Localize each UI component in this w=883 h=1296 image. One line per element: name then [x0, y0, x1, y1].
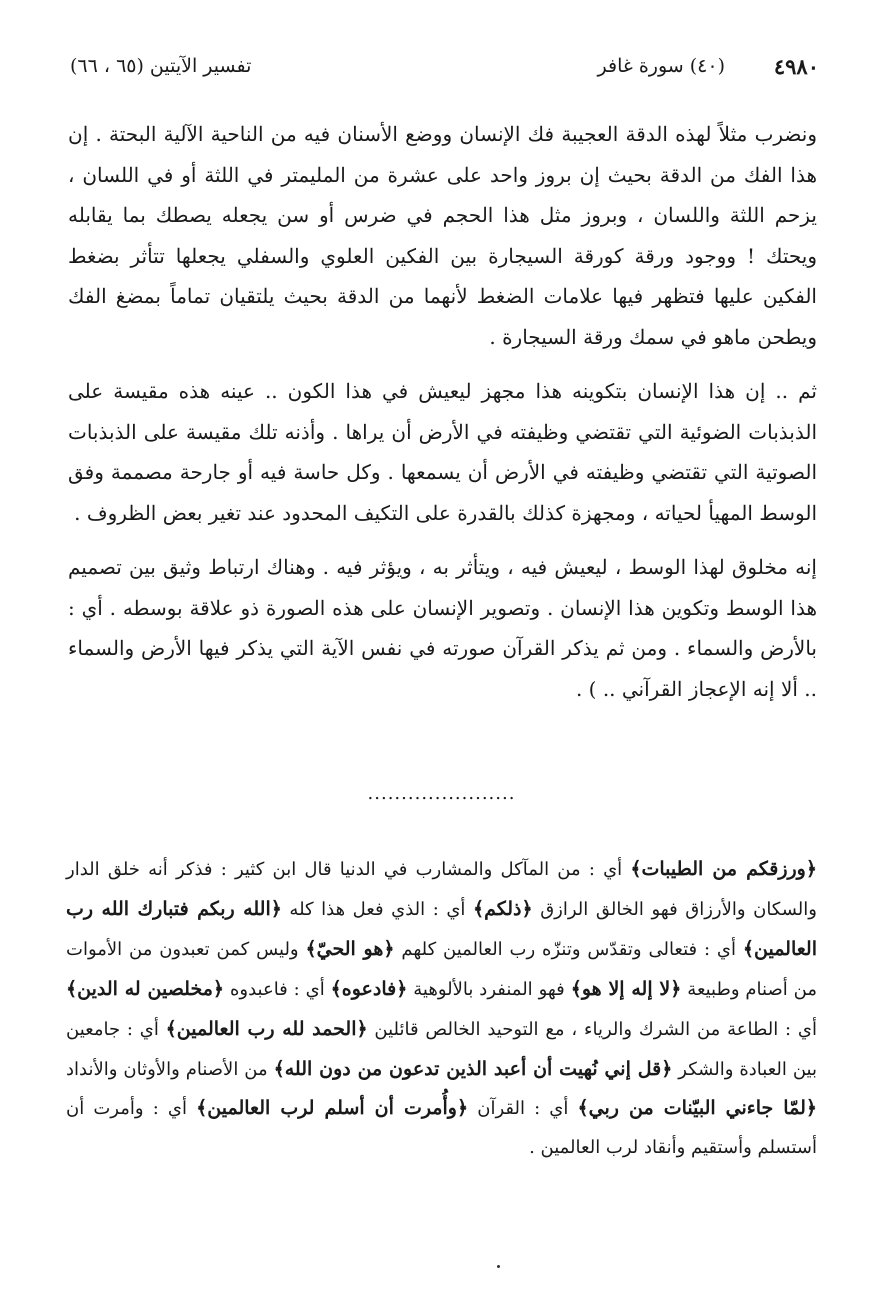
- section-separator: ......................: [367, 783, 516, 804]
- quran-quote: ﴿الله ربكم فتبارك الله رب العالمين﴾: [66, 897, 817, 960]
- surah-name: (٤٠) سورة غافر: [597, 55, 725, 77]
- tafsir-text: أي : فاعبدوه: [224, 978, 331, 1000]
- commentary-paragraph: ثم .. إن هذا الإنسان بتكوينه هذا مجهز ليعيش في هذا الكون .. عينه هذه مقيسة على الذبذبات الضوئية التي تقتضي وظيفته في الأرض أن يراها . وأذنه تلك مقيسة على الذبذبات الصوتية التي تقتضي وظيفته في الأرض أن يسمعها . وكل حاسة فيه أو جارحة مصممة وفق الوسط المهيأ لحياته ، ومجهزة كذلك بالقدرة على التكيف المحدود عند تغير بعض الظروف .: [68, 379, 817, 525]
- quran-quote: ﴿ذلكم﴾: [472, 897, 533, 920]
- tafsir-text: وليس كمن تعبدون من الأموات من أصنام وطبيعة: [66, 938, 818, 1000]
- page-number: ٤٩٨٠: [773, 54, 819, 79]
- tafsir-text: أي : الطاعة من الشرك والرياء ، مع التوحيد الخالص قائلين: [367, 1018, 817, 1040]
- tafsir-text: أي : الذي فعل هذا كله: [281, 898, 473, 920]
- quran-quote: ﴿فادعوه﴾: [330, 977, 408, 1000]
- tafsir-section: [66, 850, 817, 1168]
- quran-quote: ﴿لا إله إلا هو﴾: [570, 977, 682, 1000]
- quran-quote: ﴿الحمد لله رب العالمين﴾: [165, 1017, 368, 1040]
- tafsir-paragraph: [66, 850, 817, 1168]
- tafsir-text: أي : جامعين بين العبادة والشكر: [66, 1018, 817, 1080]
- quran-quote: ﴿ورزقكم من الطيبات﴾: [630, 858, 817, 880]
- commentary-paragraph: ونضرب مثلاً لهذه الدقة العجيبة فك الإنسان ووضع الأسنان فيه من الناحية الآلية البحتة . إن هذا الفك من الدقة بحيث إن بروز واحد على عشرة من المليمتر في اللثة أو في اللسان ، يزحم اللثة واللسان ، وبروز مثل هذا الحجم في ضرس أو سن يجعله يصطك بما يقابله ويحتك ! ووجود ورقة كورقة السيجارة بين الفكين العلوي والسفلي يجعلها تتأثر بضغط الفكين عليها فتظهر فيها علامات الضغط لأنهما من الدقة بحيث يلتقيان تماماً بمضغ الفك ويطحن ماهو في سمك ورقة السيجارة .: [68, 122, 818, 349]
- running-header: [70, 54, 819, 94]
- commentary-section: [68, 114, 817, 723]
- quran-quote: ﴿مخلصين له الدين﴾: [66, 977, 225, 1000]
- section-title: تفسير الآيتين (٦٥ ، ٦٦): [70, 55, 252, 77]
- commentary-paragraph: إنه مخلوق لهذا الوسط ، ليعيش فيه ، ويتأثر به ، ويؤثر فيه . وهناك ارتباط وثيق بين تصميم هذا الوسط وتكوين هذا الإنسان . وتصوير الإنسان على هذه الصورة ذو علاقة بوسطه . أي : بالأرض والسماء . ومن ثم يذكر القرآن صورته في نفس الآية التي يذكر فيها الأرض والسماء .. ألا إنه الإعجاز القرآني .. ) .: [68, 555, 817, 701]
- quran-quote: ﴿وأُمرت أن أسلم لرب العالمين﴾: [196, 1097, 469, 1120]
- quran-quote: ﴿قل إني نُهيت أن أعبد الذين تدعون من دون الله﴾: [273, 1057, 673, 1080]
- print-speck: [497, 1265, 500, 1268]
- tafsir-text: من الأصنام والأوثان والأنداد: [66, 1058, 274, 1080]
- quran-quote: ﴿هو الحيّ﴾: [305, 937, 395, 960]
- quran-quote: ﴿لمّا جاءني البيّنات من ربي﴾: [577, 1097, 817, 1120]
- tafsir-text: فهو المنفرد بالألوهية: [407, 978, 571, 1000]
- tafsir-text: أي : وأمرت أن أستسلم وأستقيم وأنقاد لرب العالمين .: [66, 1098, 817, 1159]
- tafsir-text: أي : فتعالى وتقدّس وتنزّه رب العالمين كلهم: [394, 938, 743, 960]
- tafsir-text: أي : القرآن: [468, 1098, 578, 1120]
- tafsir-text: أي : من المآكل والمشارب في الدنيا قال ابن كثير : فذكر أنه خلق الدار والسكان والأرزاق فهو الخالق الرازق: [66, 859, 817, 920]
